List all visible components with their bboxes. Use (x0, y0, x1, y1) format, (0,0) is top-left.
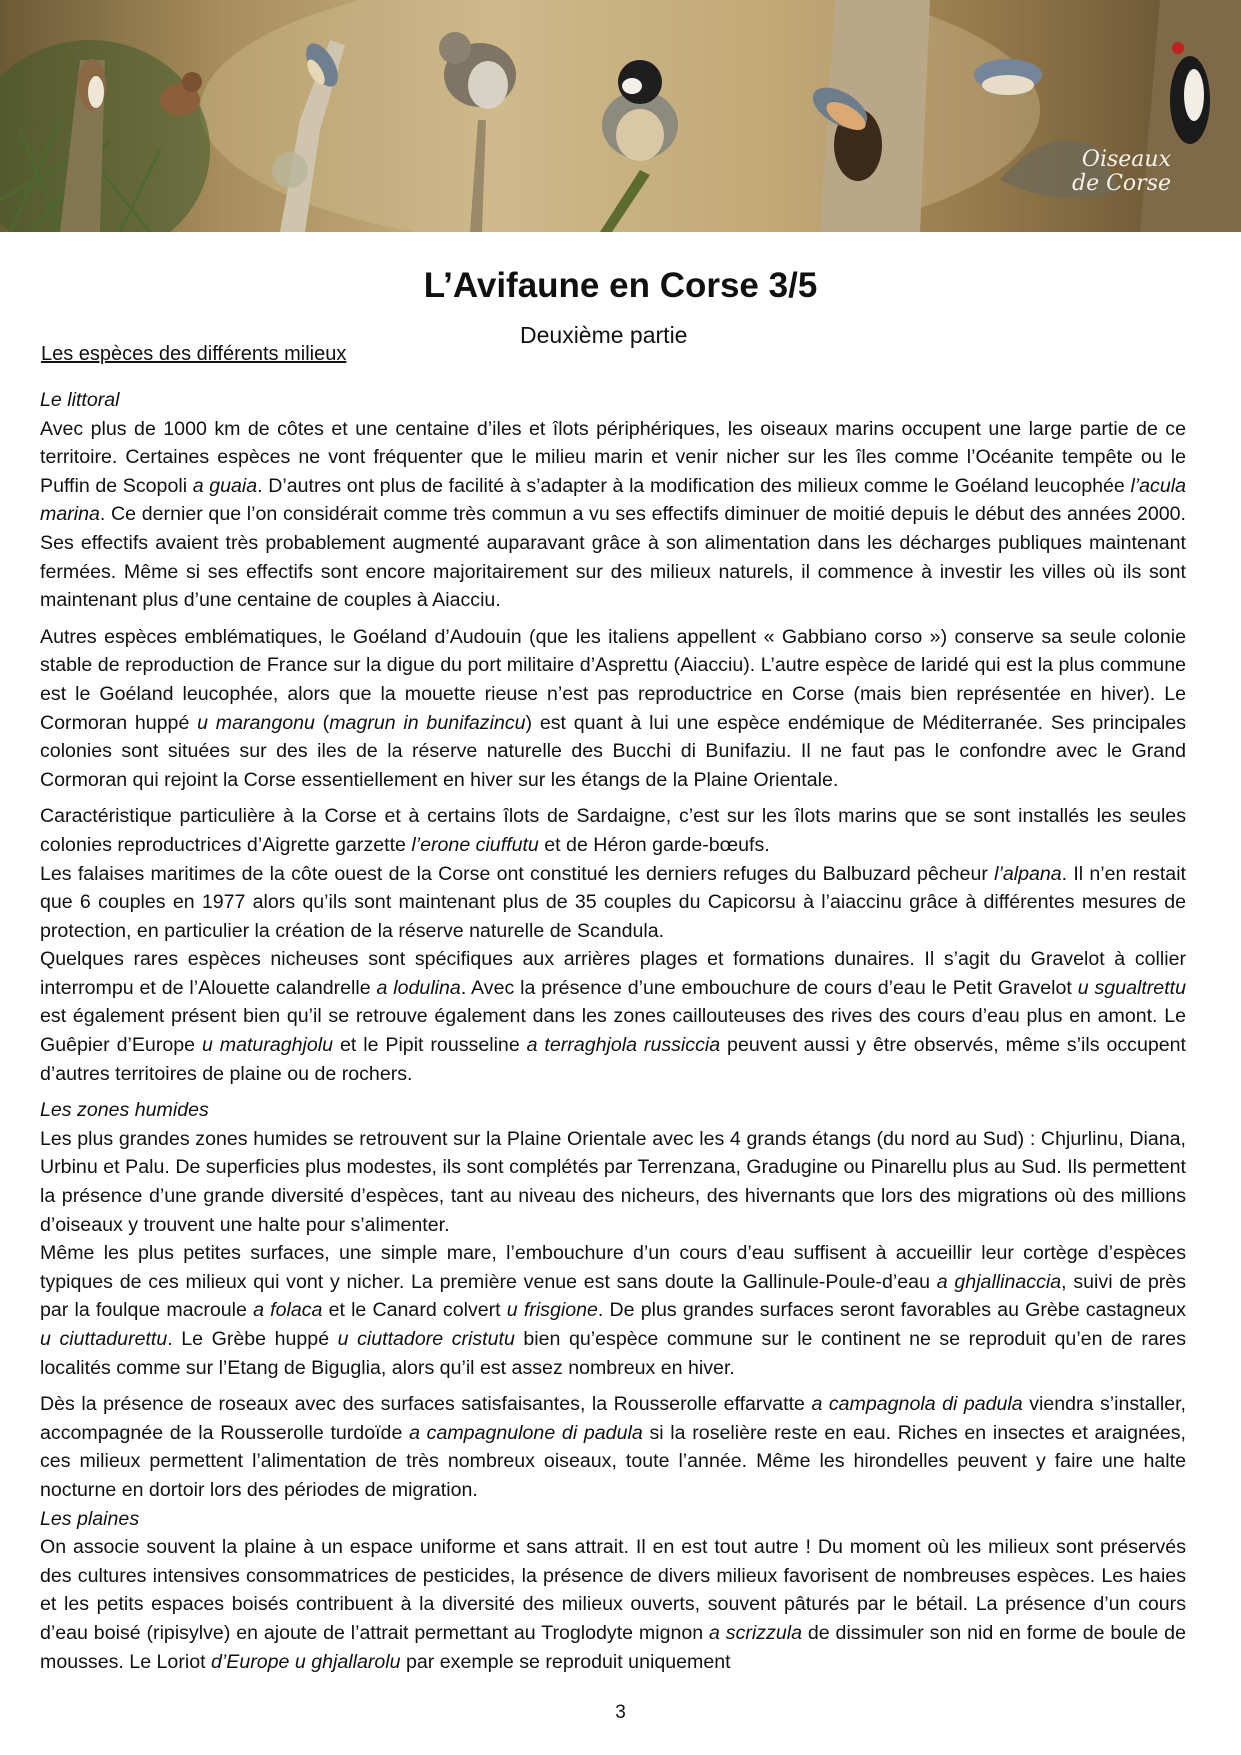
paragraph: Dès la présence de roseaux avec des surfaces satisfaisantes, la Rousserolle effarvatte a campagnola di padula viendra s’installer, accompagnée de la Rousserolle turdoïde a campagnulone di padula si la roselière reste en eau. Riches en insectes et araignées, ces milieux permettent l’alimentation de très nombreux oiseaux, toute l’année. Même les hirondelles peuvent y faire une halte nocturne en dortoir lors des périodes de migration. (40, 1393, 1186, 1501)
page-number: 3 (615, 1702, 626, 1723)
logo-line-1: Oiseaux (1081, 147, 1171, 172)
subheading-zones-humides: Les zones humides (40, 1099, 209, 1122)
paragraph: Caractéristique particulière à la Corse et à certains îlots de Sardaigne, c’est sur les îlots marins que se sont installés les seules colonies reproductrices d’Aigrette garzette l’erone ciuffutu et de Héron garde-bœufs. (40, 805, 1186, 856)
paragraph: Les falaises maritimes de la côte ouest de la Corse ont constitué les derniers refuges du Balbuzard pêcheur l’alpana. Il n’en restait que 6 couples en 1977 alors qu’ils sont maintenant plus de 35 couples du Capicorsu à l’aiaccinu grâce à différentes mesures de protection, en particulier la création de la réserve naturelle de Scandula. (40, 862, 1186, 942)
logo-line-2: de Corse (1072, 171, 1171, 196)
article-body (40, 386, 1186, 1676)
paragraph: On associe souvent la plaine à un espace uniforme et sans attrait. Il en est tout autre ! Du moment où les milieux sont préservés des cultures intensives consommatrices de pesticides, la présence de divers milieux favorisent de nombreuses espèces. Les haies et les petits espaces boisés contribuent à la diversité des milieux ouverts, souvent pâturés par le bétail. La présence d’un cours d’eau boisé (ripisylve) en ajoute de l’attrait permettant au Troglodyte mignon a scrizzula de dissimuler son nid en forme de boule de mousses. Le Loriot d’Europe u ghjallarolu par exemple se reproduit uniquement (40, 1536, 1186, 1673)
birds-illustration (0, 0, 1241, 232)
paragraph: Les plus grandes zones humides se retrouvent sur la Plaine Orientale avec les 4 grands étangs (du nord au Sud) : Chjurlinu, Diana, Urbinu et Palu. De superficies plus modestes, ils sont complétés par Terrenzana, Gradugine ou Pinarellu plus au Sud. Ils permettent la présence d’une grande diversité d’espèces, tant au niveau des nicheurs, des hivernants que lors des migrations où des millions d’oiseaux y trouvent une halte pour s’alimenter. (40, 1127, 1186, 1236)
paragraph: Autres espèces emblématiques, le Goéland d’Audouin (que les italiens appellent « Gabbiano corso ») conserve sa seule colonie stable de reproduction de France sur la digue du port militaire d’Asprettu (Aiacciu). L’autre espèce de laridé qui est la plus commune est le Goéland leucophée, alors que la mouette rieuse n’est pas reproductrice en Corse (mais bien représentée en hiver). Le Cormoran huppé u marangonu (magrun in bunifazincu) est quant à lui une espèce endémique de Méditerranée. Ses principales colonies sont situées sur des iles de la réserve naturelle des Bucchi di Bunifaziu. Il ne faut pas le confondre avec le Grand Cormoran qui rejoint la Corse essentiellement en hiver sur les étangs de la Plaine Orientale. (40, 625, 1187, 791)
subheading-littoral: Le littoral (40, 389, 120, 411)
header-banner (0, 0, 1241, 232)
paragraph: Avec plus de 1000 km de côtes et une centaine d’iles et îlots périphériques, les oiseaux marins occupent une large partie de ce territoire. Certaines espèces ne vont fréquenter que le milieu marin et venir nicher sur les îles comme l’Océanite tempête ou le Puffin de Scopoli a guaia. D’autres ont plus de facilité à s’adapter à la modification des milieux comme le Goéland leucophée l’acula marina. Ce dernier que l’on considérait comme très commun a vu ses effectifs diminuer de moitié depuis le début des années 2000. Ses effectifs avaient très probablement augmenté auparavant grâce à son alimentation dans les décharges publiques maintenant fermées. Même si ses effectifs sont encore majoritairement sur des milieux naturels, il commence à investir les villes où ils sont maintenant plus d’une centaine de couples à Aiacciu. (40, 417, 1186, 612)
page-subtitle: Deuxième partie (520, 322, 688, 348)
subheading-plaines: Les plaines (40, 1507, 140, 1530)
section-heading: Les espèces des différents milieux (41, 343, 347, 365)
page-title: L’Avifaune en Corse 3/5 (423, 266, 818, 305)
paragraph: Même les plus petites surfaces, une simple mare, l’embouchure d’un cours d’eau suffisent à accueillir leur cortège d’espèces typiques de ces milieux qui vont y nicher. La première venue est sans doute la Gallinule-Poule-d’eau a ghjallinaccia, suivi de près par la foulque macroule a folaca et le Canard colvert u frisgione. De plus grandes surfaces seront favorables au Grèbe castagneux u ciuttadurettu. Le Grèbe huppé u ciuttadore cristutu bien qu’espèce commune sur le continent ne se reproduit qu’en de rares localités comme sur l’Etang de Biguglia, alors qu’il est assez nombreux en hiver. (40, 1242, 1186, 1379)
treecreeper-bird (78, 59, 106, 111)
oiseaux-de-corse-logo (1072, 148, 1171, 196)
paragraph: Quelques rares espèces nicheuses sont spécifiques aux arrières plages et formations dunaires. Il s’agit du Gravelot à collier interrompu et de l’Alouette calandrelle a lodulina. Avec la présence d’une embouchure de cours d’eau le Petit Gravelot u sgualtrettu est également présent bien qu’il se retrouve également dans les zones caillouteuses des rives des cours d’eau plus en amont. Le Guêpier d’Europe u maturaghjolu et le Pipit rousseline a terraghjola russiccia peuvent aussi y être observés, même s’ils occupent d’autres territoires de plaine ou de rochers. (40, 948, 1186, 1085)
